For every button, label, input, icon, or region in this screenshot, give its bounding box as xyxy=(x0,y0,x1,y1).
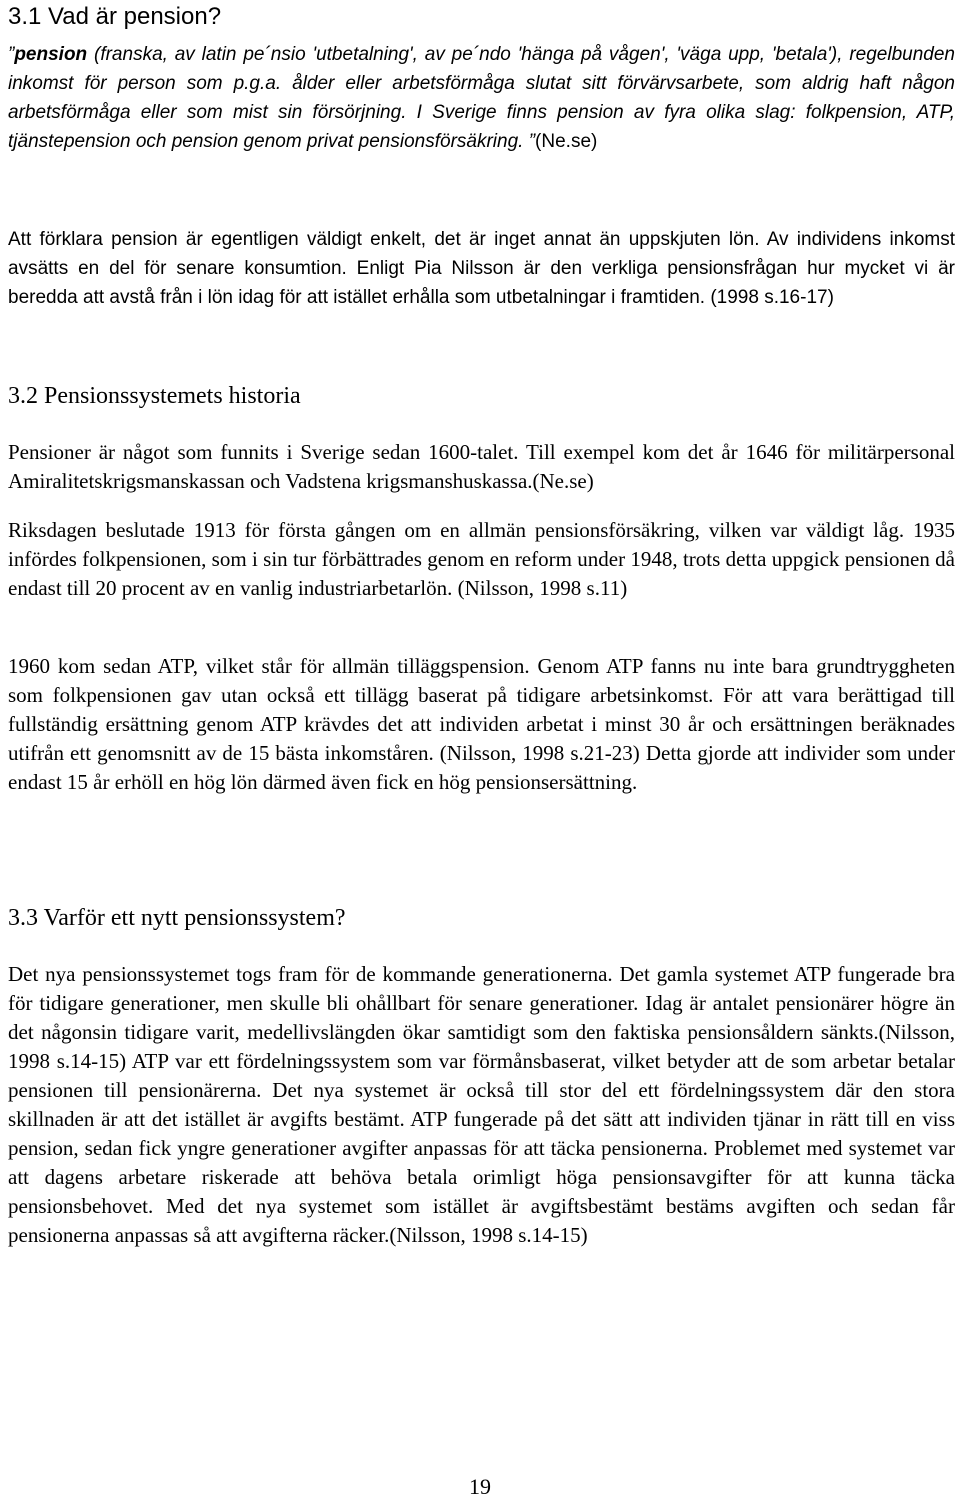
definition-term: pension xyxy=(14,44,88,65)
history-paragraph: Pensioner är något som funnits i Sverige sedan 1600-talet. Till exempel kom det år 1646 för militärpersonal Amiralitetskrigsmanskassan och Vadstena krigsmanshuskassa.(Ne.se) xyxy=(8,440,955,493)
section-heading-3-2: 3.2 Pensionssystemets historia xyxy=(8,383,301,409)
definition-text: (franska, av latin pe´nsio 'utbetalning', av pe´ndo 'hänga på vågen', 'väga upp, 'betala'), regelbunden inkomst för person som p.g.a. ålder eller arbetsförmåga slutat sitt förvärvsarbete, som aldrig haft någon arbetsförmåga eller som mist sin försörjning. I Sverige finns pension av fyra olika slag: folkpension, ATP, tjänstepension och pension genom privat pensionsförsäkring. ” xyxy=(8,44,955,152)
quote-open-mark: ” xyxy=(8,44,15,65)
history-paragraph: Riksdagen beslutade 1913 för första gången om en allmän pensionsförsäkring, vilken var väldigt låg. 1935 infördes folkpensionen, som i sin tur förbättrades genom en reform under 1948, trots detta uppgick pensionen då endast till 20 procent av en vanlig industriarbetarlön. (Nilsson, 1998 s.11) xyxy=(8,518,955,600)
new-system-paragraph: Det nya pensionssystemet togs fram för de kommande generationerna. Det gamla systemet ATP fungerade bra för tidigare generationer, men skulle bli ohållbart för senare generationer. Idag är antalet pensionärer högre än det någonsin tidigare varit, medellivslängden ökar samtidigt som den faktiska pensionsåldern sänkts.(Nilsson, 1998 s.14-15) ATP var ett fördelningssystem som var förmånsbaserat, vilket betyder att de som arbetar betalar pensionen till pensionärerna. Det nya systemet är också till stor del ett fördelningssystem där den stora skillnaden är att det istället är avgifts bestämt. ATP fungerade på det sätt att individen tjänar in rätt till en viss pension, sedan fick yngre generationer avgifter anpassas för att täcka pensionerna. Problemet med systemet var att dagens arbetare riskerade att behöva betala orimligt höga pensionsavgifter för att kunna täcka pensionsbehovet. Med det nya systemet som istället är avgiftsbestämt bestäms avgiften och sedan får pensionerna anpassas så att avgifterna räcker.(Nilsson, 1998 s.14-15) xyxy=(8,962,955,1247)
section-heading-3-1: 3.1 Vad är pension? xyxy=(8,3,222,30)
page-number: 19 xyxy=(469,1474,491,1499)
section-heading-3-3: 3.3 Varför ett nytt pensionssystem? xyxy=(8,905,346,931)
definition-source: (Ne.se) xyxy=(535,131,598,152)
pension-explanation-paragraph: Att förklara pension är egentligen väldigt enkelt, det är inget annat än uppskjuten lön. Av individens inkomst avsätts en del för senare konsumtion. Enligt Pia Nilsson är den verkliga pensionsfrågan hur mycket vi är beredda att avstå från i lön idag för att istället erhålla som utbetalningar i framtiden. (1998 s.16-17) xyxy=(8,229,955,308)
pension-definition-quote xyxy=(8,40,955,156)
history-paragraph: 1960 kom sedan ATP, vilket står för allmän tilläggspension. Genom ATP fanns nu inte bara grundtryggheten som folkpensionen gav utan också ett tillägg baserat på tidigare arbetsinkomst. För att vara berättigad till fullständig ersättning genom ATP krävdes det att individen arbetat i minst 30 år och ersättningen beräknades utifrån ett genomsnitt av de 15 bästa inkomståren. (Nilsson, 1998 s.21-23) Detta gjorde att individer som under endast 15 år erhöll en hög lön därmed även fick en hög pensionsersättning. xyxy=(8,654,955,794)
